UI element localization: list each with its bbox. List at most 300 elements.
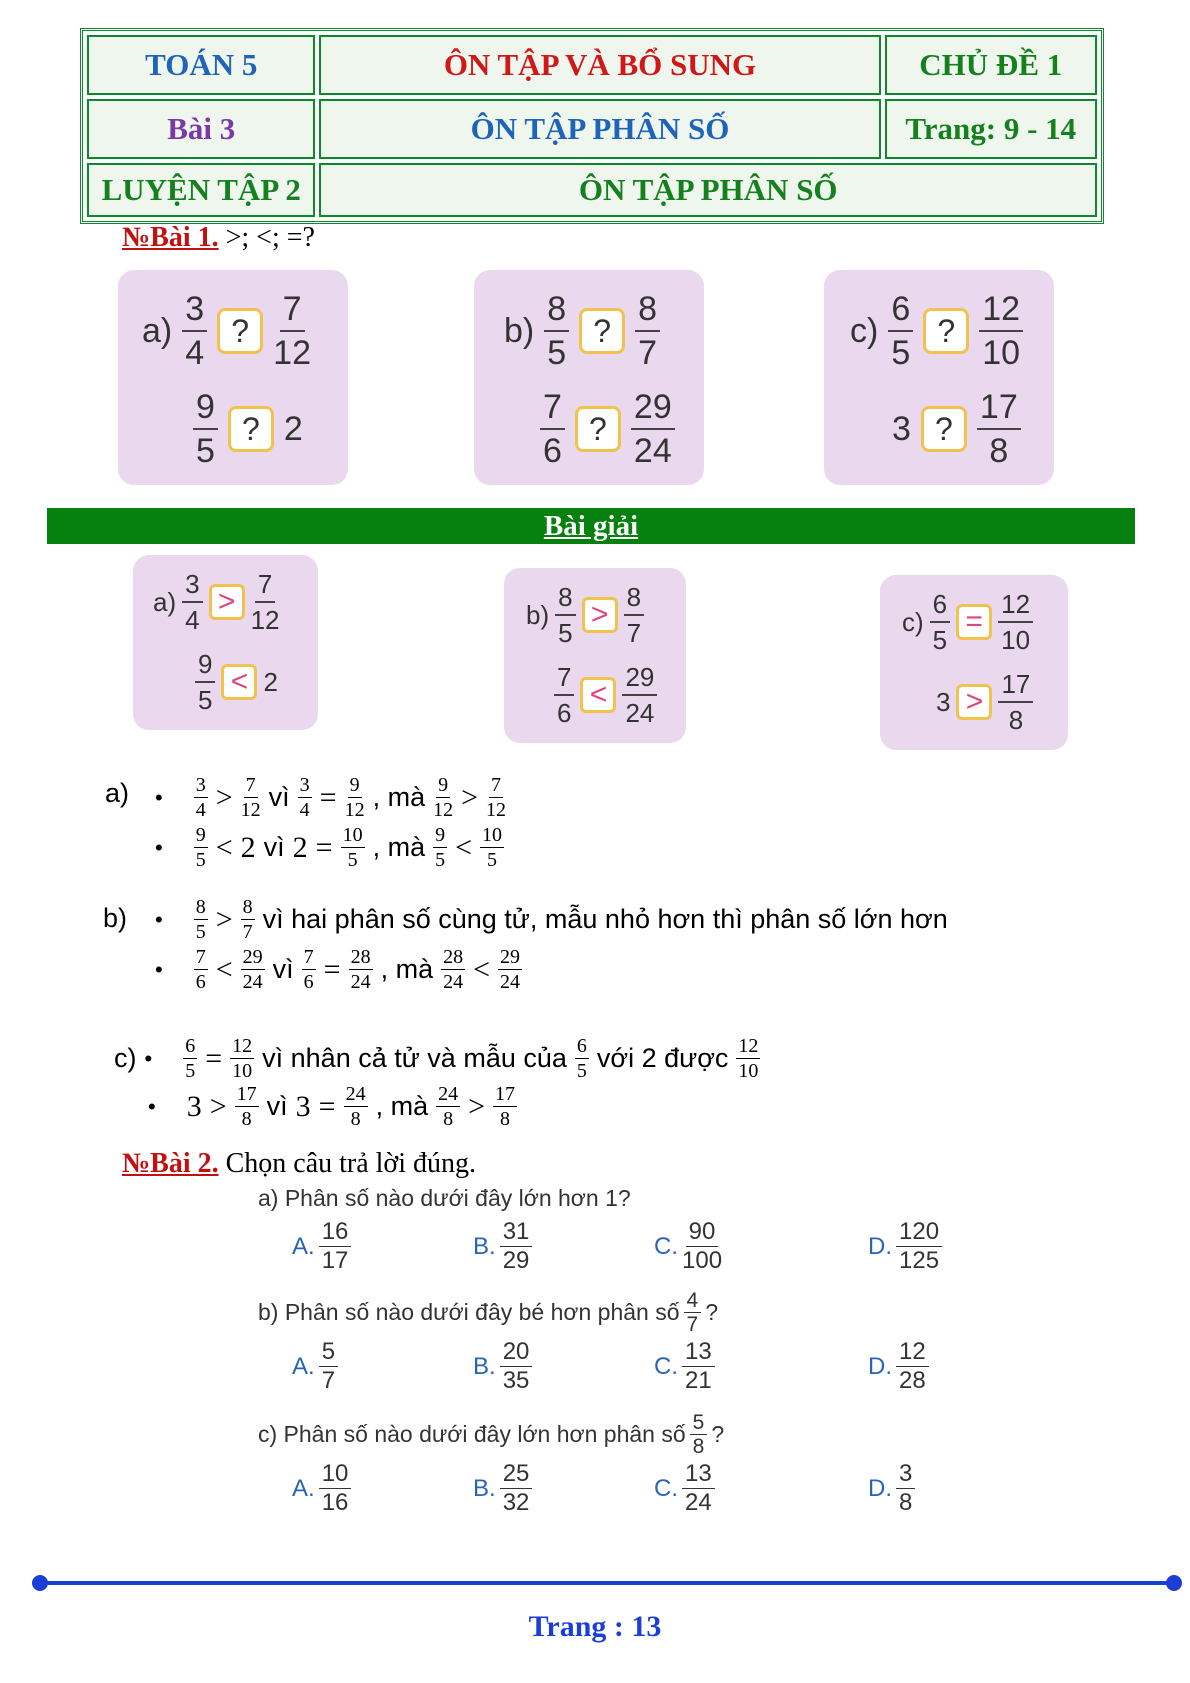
fraction	[500, 1220, 533, 1273]
numerator: 20	[500, 1340, 533, 1367]
question-text: b) Phân số nào dưới đây bé hơn phân số	[258, 1299, 680, 1325]
numerator: 29	[500, 946, 521, 968]
answer-b1	[526, 584, 644, 646]
option-letter: A.	[292, 1474, 315, 1502]
question-text: c) Phân số nào dưới đây lớn hơn phân số	[258, 1421, 686, 1447]
fraction	[235, 1084, 259, 1129]
denominator: 7	[242, 921, 253, 943]
part-label: b)	[526, 599, 550, 630]
question-card-b	[474, 270, 704, 485]
fraction	[194, 947, 208, 992]
whole-number: 2	[283, 409, 303, 448]
numerator: 7	[540, 390, 565, 430]
numerator: 29	[622, 664, 657, 696]
question-2c	[258, 1412, 724, 1457]
denominator: 7	[626, 618, 642, 648]
option-letter: D.	[868, 1352, 892, 1380]
numerator: 6	[888, 292, 913, 332]
fraction	[273, 292, 311, 370]
practice-cell: LUYỆN TẬP 2	[87, 163, 315, 217]
numerator: 8	[635, 292, 660, 332]
numerator: 8	[242, 896, 253, 918]
denominator: 5	[487, 849, 498, 871]
fraction	[194, 825, 208, 870]
whole-number: 3	[892, 409, 911, 448]
fraction	[341, 825, 365, 870]
denominator: 10	[738, 1060, 759, 1082]
whole-number: 2	[292, 830, 308, 864]
fraction	[979, 292, 1023, 370]
numerator: 12	[738, 1035, 759, 1057]
fraction	[977, 390, 1021, 468]
numerator: 7	[554, 664, 574, 696]
numerator: 3	[896, 1462, 915, 1489]
whole-number: 2	[240, 830, 256, 864]
option-letter: C.	[654, 1352, 678, 1380]
denominator: 21	[685, 1367, 712, 1394]
answer-option[interactable]	[654, 1220, 722, 1273]
explain-b-label	[103, 903, 127, 934]
numerator: 6	[576, 1035, 587, 1057]
option-letter: B.	[473, 1474, 496, 1502]
numerator: 12	[232, 1035, 253, 1057]
word-vi: vì	[272, 954, 294, 984]
comparison-sign: <	[215, 952, 233, 986]
denominator: 4	[185, 605, 200, 635]
fraction	[498, 947, 522, 992]
numerator: 17	[236, 1083, 257, 1105]
option-letter: B.	[473, 1352, 496, 1380]
solution-bar	[47, 508, 1135, 544]
fraction	[486, 775, 506, 820]
answer-option[interactable]	[292, 1340, 338, 1393]
answer-box[interactable]: ?	[921, 406, 967, 452]
explain-b1	[155, 897, 948, 942]
word-ma: , mà	[375, 1091, 429, 1121]
fraction	[344, 1084, 368, 1129]
denominator: 29	[502, 1247, 530, 1274]
comparison-sign: <	[473, 952, 491, 986]
answer-option[interactable]	[473, 1340, 532, 1393]
part-label: a)	[142, 311, 173, 350]
fraction	[736, 1036, 760, 1081]
numerator: 3	[299, 774, 310, 796]
exercise-1-number: №Bài 1.	[122, 222, 219, 253]
answer-a2	[195, 651, 278, 713]
numerator: 12	[998, 591, 1033, 623]
numerator: 7	[255, 571, 275, 603]
bullet: •	[155, 784, 163, 810]
numerator: 9	[193, 390, 218, 430]
numerator: 7	[280, 292, 305, 332]
header-table	[80, 28, 1104, 224]
denominator: 8	[692, 1435, 705, 1458]
numerator: 29	[631, 390, 675, 430]
numerator: 7	[491, 774, 502, 796]
question-mark: ?	[711, 1421, 725, 1447]
topic-cell: CHỦ ĐỀ 1	[885, 35, 1097, 95]
denominator: 8	[443, 1108, 454, 1130]
word-vi: vì	[263, 832, 285, 862]
part-label: b)	[504, 311, 535, 350]
solution-title: Bài giải	[543, 510, 639, 542]
numerator: 7	[245, 774, 256, 796]
denominator: 5	[435, 849, 446, 871]
part-label: c)	[114, 1043, 137, 1073]
fraction	[575, 1036, 589, 1081]
numerator: 13	[682, 1340, 715, 1367]
word-ma: , mà	[380, 954, 434, 984]
word-ma: , mà	[372, 832, 426, 862]
denominator: 12	[273, 334, 311, 372]
fraction	[896, 1220, 942, 1273]
fraction	[230, 1036, 254, 1081]
question-2a	[258, 1185, 631, 1212]
comparison-sign: >	[215, 902, 233, 936]
equals-sign: =	[323, 952, 341, 986]
answer-box[interactable]: ?	[217, 308, 263, 354]
fraction	[194, 897, 208, 942]
denominator: 8	[989, 432, 1009, 470]
question-b1	[504, 292, 660, 370]
numerator: 28	[350, 946, 371, 968]
answer-option[interactable]	[868, 1340, 929, 1393]
equals-sign: =	[205, 1041, 223, 1075]
denominator: 12	[250, 605, 280, 635]
numerator: 9	[349, 774, 360, 796]
exercise-1-heading	[122, 222, 315, 254]
numerator: 10	[319, 1462, 352, 1489]
denominator: 5	[347, 849, 358, 871]
numerator: 8	[555, 584, 575, 616]
filled-answer: >	[582, 597, 618, 633]
divider-dot	[1166, 1575, 1182, 1591]
reason-text: vì nhân cả tử và mẫu của	[262, 1043, 567, 1073]
denominator: 6	[543, 432, 562, 470]
denominator: 5	[932, 625, 948, 655]
numerator: 28	[443, 946, 464, 968]
question-c1	[850, 292, 1023, 370]
answer-option[interactable]	[292, 1220, 351, 1273]
divider-dot	[32, 1575, 48, 1591]
bullet: •	[144, 1045, 153, 1071]
exercise-1-text: >; <; =?	[218, 222, 315, 253]
numerator: 9	[195, 651, 215, 683]
denominator: 5	[576, 1060, 587, 1082]
denominator: 8	[1008, 705, 1024, 735]
lesson-title-cell: ÔN TẬP PHÂN SỐ	[319, 99, 880, 159]
fraction	[480, 825, 504, 870]
numerator: 9	[438, 774, 449, 796]
answer-option[interactable]	[654, 1462, 715, 1515]
fraction	[319, 1220, 352, 1273]
fraction	[193, 390, 218, 468]
denominator: 24	[443, 971, 464, 993]
numerator: 8	[624, 584, 644, 616]
denominator: 7	[321, 1367, 336, 1394]
question-b2	[540, 390, 675, 468]
denominator: 6	[195, 971, 206, 993]
denominator: 6	[303, 971, 314, 993]
question-text: a) Phân số nào dưới đây lớn hơn 1?	[258, 1185, 631, 1211]
word-ma: , mà	[372, 782, 426, 812]
denominator: 4	[185, 334, 205, 372]
fraction	[441, 947, 465, 992]
fraction	[500, 1462, 533, 1515]
fraction	[544, 292, 569, 370]
denominator: 5	[891, 334, 911, 372]
fraction	[500, 1340, 533, 1393]
fraction	[319, 1340, 338, 1393]
answer-option[interactable]	[654, 1340, 715, 1393]
lesson-cell: Bài 3	[87, 99, 315, 159]
part-label: c)	[902, 606, 924, 637]
denominator: 16	[321, 1489, 349, 1516]
numerator: 8	[195, 896, 206, 918]
numerator: 16	[319, 1220, 352, 1247]
denominator: 4	[195, 799, 206, 821]
fraction	[888, 292, 913, 370]
question-2b	[258, 1290, 718, 1335]
numerator: 9	[195, 824, 206, 846]
part-label: b)	[103, 903, 128, 933]
denominator: 8	[241, 1108, 252, 1130]
numerator: 25	[500, 1462, 533, 1489]
filled-answer: =	[956, 604, 992, 640]
question-a2	[193, 390, 303, 468]
explain-a-label	[105, 778, 129, 809]
practice-title-cell: ÔN TẬP PHÂN SỐ	[319, 163, 1097, 217]
denominator: 24	[685, 1489, 712, 1516]
bullet: •	[155, 834, 163, 860]
numerator: 12	[979, 292, 1023, 332]
denominator: 125	[899, 1247, 940, 1274]
answer-card-b	[504, 568, 686, 743]
fraction	[635, 292, 660, 370]
word-vi: vì	[266, 1091, 288, 1121]
chapter-cell: ÔN TẬP VÀ BỔ SUNG	[319, 35, 880, 95]
question-card-c	[824, 270, 1054, 485]
filled-answer: <	[221, 664, 257, 700]
option-letter: A.	[292, 1352, 315, 1380]
denominator: 24	[500, 971, 521, 993]
explain-a2	[155, 825, 504, 870]
fraction	[631, 390, 675, 468]
denominator: 8	[500, 1108, 511, 1130]
answer-c1	[902, 591, 1033, 653]
fraction	[930, 591, 950, 653]
filled-answer: >	[956, 684, 992, 720]
equals-sign: =	[319, 780, 337, 814]
denominator: 10	[982, 334, 1021, 372]
numerator: 6	[930, 591, 950, 623]
numerator: 24	[438, 1083, 459, 1105]
comparison-sign: >	[215, 780, 233, 814]
denominator: 24	[625, 698, 655, 728]
filled-answer: >	[209, 584, 245, 620]
fraction	[241, 897, 255, 942]
denominator: 8	[350, 1108, 361, 1130]
fraction	[896, 1462, 915, 1515]
denominator: 5	[195, 849, 206, 871]
denominator: 7	[686, 1313, 699, 1336]
denominator: 12	[486, 799, 507, 821]
whole-number: 3	[295, 1089, 311, 1123]
whole-number: 2	[263, 666, 278, 697]
answer-a1	[153, 571, 280, 633]
option-letter: C.	[654, 1474, 678, 1502]
denominator: 5	[195, 921, 206, 943]
numerator: 17	[977, 390, 1021, 430]
fraction	[998, 591, 1033, 653]
fraction	[298, 775, 312, 820]
answer-box[interactable]: ?	[579, 308, 625, 354]
fraction	[349, 947, 373, 992]
option-letter: D.	[868, 1232, 892, 1260]
numerator: 3	[195, 774, 206, 796]
denominator: 6	[557, 698, 572, 728]
answer-box[interactable]: ?	[228, 406, 274, 452]
fraction	[241, 947, 265, 992]
denominator: 5	[196, 432, 215, 470]
exercise-2-number: №Bài 2.	[122, 1148, 219, 1179]
filled-answer: <	[580, 677, 616, 713]
denominator: 12	[344, 799, 365, 821]
question-mark: ?	[705, 1299, 718, 1325]
numerator: 120	[896, 1220, 942, 1247]
fraction	[682, 1220, 722, 1273]
fraction	[195, 651, 215, 713]
answer-option[interactable]	[473, 1220, 532, 1273]
answer-box[interactable]: ?	[923, 308, 969, 354]
fraction	[302, 947, 316, 992]
answer-option[interactable]	[473, 1462, 532, 1515]
denominator: 7	[638, 334, 658, 372]
fraction	[345, 775, 365, 820]
fraction	[690, 1412, 708, 1457]
denominator: 12	[240, 799, 261, 821]
numerator: 7	[303, 946, 314, 968]
bullet: •	[155, 956, 163, 982]
question-a1	[142, 292, 311, 370]
part-label: c)	[850, 311, 879, 350]
numerator: 13	[682, 1462, 715, 1489]
explain-c2	[148, 1084, 517, 1129]
numerator: 3	[182, 571, 202, 603]
fraction	[319, 1462, 352, 1515]
explain-c1	[114, 1036, 760, 1081]
bullet: •	[148, 1093, 156, 1119]
fraction	[194, 775, 208, 820]
subject-cell: TOÁN 5	[87, 35, 315, 95]
option-letter: B.	[473, 1232, 496, 1260]
fraction	[998, 671, 1033, 733]
fraction	[433, 775, 453, 820]
fraction	[896, 1340, 929, 1393]
answer-c2	[936, 671, 1033, 733]
option-letter: D.	[868, 1474, 892, 1502]
fraction	[682, 1340, 715, 1393]
answer-option[interactable]	[868, 1220, 942, 1273]
fraction	[183, 1036, 197, 1081]
denominator: 5	[198, 685, 213, 715]
reason-text: với 2 được	[596, 1043, 729, 1073]
fraction	[182, 571, 202, 633]
numerator: 8	[544, 292, 569, 332]
comparison-sign: >	[468, 1089, 486, 1123]
fraction	[241, 775, 261, 820]
fraction	[436, 1084, 460, 1129]
answer-option[interactable]	[868, 1462, 915, 1515]
denominator: 100	[682, 1247, 723, 1274]
fraction	[622, 664, 657, 726]
numerator: 10	[482, 824, 503, 846]
option-letter: C.	[654, 1232, 678, 1260]
fraction	[682, 1462, 715, 1515]
denominator: 8	[899, 1489, 913, 1516]
comparison-sign: >	[461, 780, 479, 814]
answer-card-a	[133, 555, 318, 730]
fraction	[251, 571, 280, 633]
numerator: 7	[195, 946, 206, 968]
numerator: 90	[686, 1220, 719, 1247]
numerator: 5	[319, 1340, 338, 1367]
comparison-sign: >	[209, 1089, 227, 1123]
answer-box[interactable]: ?	[575, 406, 621, 452]
exercise-2-heading	[122, 1148, 476, 1180]
explain-a1	[155, 775, 506, 820]
denominator: 5	[547, 334, 567, 372]
answer-option[interactable]	[292, 1462, 351, 1515]
question-c2	[892, 390, 1021, 468]
comparison-sign: <	[215, 830, 233, 864]
pages-cell: Trang: 9 - 14	[885, 99, 1097, 159]
denominator: 4	[299, 799, 310, 821]
numerator: 6	[185, 1035, 196, 1057]
answer-card-c	[880, 575, 1068, 750]
page-number: Trang : 13	[528, 1610, 662, 1643]
numerator: 31	[500, 1220, 533, 1247]
bullet: •	[155, 906, 163, 932]
numerator: 17	[495, 1083, 516, 1105]
word-vi: vì	[268, 782, 290, 812]
equals-sign: =	[318, 1089, 336, 1123]
denominator: 5	[185, 1060, 196, 1082]
denominator: 12	[433, 799, 454, 821]
comparison-sign: <	[455, 830, 473, 864]
fraction	[555, 584, 575, 646]
numerator: 24	[345, 1083, 366, 1105]
whole-number: 3	[186, 1089, 202, 1123]
fraction	[493, 1084, 517, 1129]
equals-sign: =	[315, 830, 333, 864]
answer-b2	[554, 664, 657, 726]
fraction	[433, 825, 447, 870]
denominator: 35	[502, 1367, 530, 1394]
part-label: a)	[105, 778, 130, 808]
option-letter: A.	[292, 1232, 315, 1260]
fraction	[684, 1290, 702, 1335]
reason-text: vì hai phân số cùng tử, mẫu nhỏ hơn thì phân số lớn hơn	[262, 904, 948, 934]
fraction	[624, 584, 644, 646]
numerator: 10	[342, 824, 363, 846]
denominator: 10	[1001, 625, 1031, 655]
fraction	[182, 292, 207, 370]
part-label: a)	[153, 586, 177, 617]
denominator: 17	[321, 1247, 349, 1274]
fraction	[540, 390, 565, 468]
numerator: 3	[182, 292, 207, 332]
